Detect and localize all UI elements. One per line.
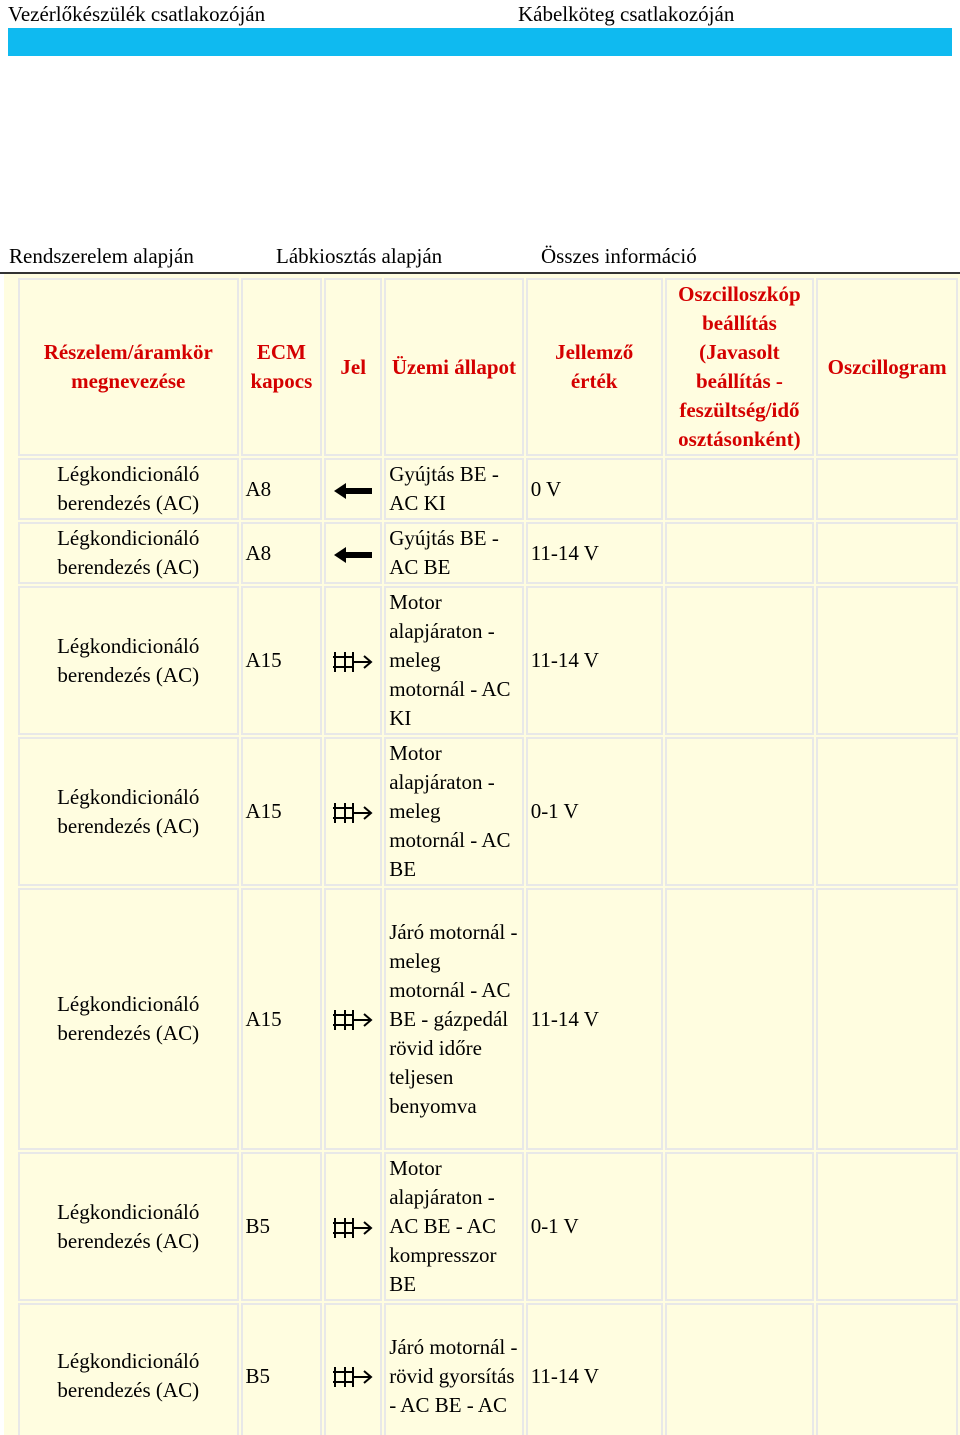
cell-oscillogram xyxy=(816,1152,958,1301)
cell-component: Légkondicionáló berendezés (AC) xyxy=(18,458,239,520)
cell-scope xyxy=(665,1303,815,1435)
cell-pin: A8 xyxy=(241,458,323,520)
header-oscillogram: Oszcillogram xyxy=(816,278,958,456)
cell-pin: A15 xyxy=(241,737,323,886)
input-arrow-icon xyxy=(332,479,374,503)
output-signal-icon xyxy=(331,799,375,827)
tab-by-component[interactable]: Rendszerelem alapján xyxy=(9,244,194,268)
output-signal-icon xyxy=(331,1363,375,1391)
table-row xyxy=(18,1152,958,1301)
cell-signal xyxy=(324,888,382,1150)
cell-scope xyxy=(665,522,815,584)
header-value: Jellemző érték xyxy=(526,278,663,456)
cell-oscillogram xyxy=(816,586,958,735)
cell-component: Légkondicionáló berendezés (AC) xyxy=(18,888,239,1150)
tab-harness-connector[interactable]: Kábelköteg csatlakozóján xyxy=(518,2,735,26)
cell-component: Légkondicionáló berendezés (AC) xyxy=(18,1152,239,1301)
cell-pin: B5 xyxy=(241,1303,323,1435)
cell-scope xyxy=(665,458,815,520)
cell-oscillogram xyxy=(816,458,958,520)
sub-nav xyxy=(0,244,960,274)
cell-condition: Motor alapjáraton - meleg motornál - AC BE xyxy=(384,737,524,886)
table-row xyxy=(18,737,958,886)
top-nav xyxy=(0,0,960,28)
cell-oscillogram xyxy=(816,888,958,1150)
cell-oscillogram xyxy=(816,522,958,584)
cell-signal xyxy=(324,737,382,886)
cell-value: 11-14 V xyxy=(526,586,663,735)
cell-scope xyxy=(665,737,815,886)
cell-pin: A15 xyxy=(241,586,323,735)
tab-all-info[interactable]: Összes információ xyxy=(541,244,697,268)
cell-signal xyxy=(324,522,382,584)
blue-header-bar xyxy=(8,28,952,56)
header-ecm-pin: ECM kapocs xyxy=(241,278,323,456)
table-row xyxy=(18,458,958,520)
cell-value: 0 V xyxy=(526,458,663,520)
cell-condition: Járó motornál - meleg motornál - AC BE - gázpedál rövid időre teljesen benyomva xyxy=(384,888,524,1150)
cell-component: Légkondicionáló berendezés (AC) xyxy=(18,737,239,886)
table-container xyxy=(4,274,960,1435)
header-condition: Üzemi állapot xyxy=(384,278,524,456)
cell-value: 0-1 V xyxy=(526,737,663,886)
cell-condition: Gyújtás BE - AC BE xyxy=(384,522,524,584)
cell-component: Légkondicionáló berendezés (AC) xyxy=(18,522,239,584)
output-signal-icon xyxy=(331,648,375,676)
cell-value: 11-14 V xyxy=(526,522,663,584)
cell-scope xyxy=(665,1152,815,1301)
cell-pin: B5 xyxy=(241,1152,323,1301)
cell-signal xyxy=(324,458,382,520)
cell-value: 11-14 V xyxy=(526,1303,663,1435)
output-signal-icon xyxy=(331,1214,375,1242)
cell-component: Légkondicionáló berendezés (AC) xyxy=(18,1303,239,1435)
cell-condition: Motor alapjáraton - meleg motornál - AC KI xyxy=(384,586,524,735)
header-scope-settings: Oszcilloszkóp beállítás (Javasolt beállítás - feszültség/idő osztásonként) xyxy=(665,278,815,456)
tab-by-pin[interactable]: Lábkiosztás alapján xyxy=(276,244,443,268)
output-signal-icon xyxy=(331,1006,375,1034)
cell-condition: Járó motornál - rövid gyorsítás - AC BE - AC xyxy=(384,1303,524,1435)
table-row xyxy=(18,888,958,1150)
cell-signal xyxy=(324,1152,382,1301)
cell-value: 0-1 V xyxy=(526,1152,663,1301)
cell-component: Légkondicionáló berendezés (AC) xyxy=(18,586,239,735)
tab-ecm-connector[interactable]: Vezérlőkészülék csatlakozóján xyxy=(8,2,266,26)
header-signal: Jel xyxy=(324,278,382,456)
cell-signal xyxy=(324,1303,382,1435)
cell-scope xyxy=(665,888,815,1150)
table-row xyxy=(18,522,958,584)
cell-scope xyxy=(665,586,815,735)
cell-pin: A15 xyxy=(241,888,323,1150)
cell-condition: Gyújtás BE - AC KI xyxy=(384,458,524,520)
input-arrow-icon xyxy=(332,543,374,567)
cell-pin: A8 xyxy=(241,522,323,584)
pin-table xyxy=(16,276,960,1435)
cell-signal xyxy=(324,586,382,735)
table-row xyxy=(18,1303,958,1435)
table-row xyxy=(18,586,958,735)
cell-condition: Motor alapjáraton - AC BE - AC kompresszor BE xyxy=(384,1152,524,1301)
cell-value: 11-14 V xyxy=(526,888,663,1150)
cell-oscillogram xyxy=(816,737,958,886)
cell-oscillogram xyxy=(816,1303,958,1435)
header-component: Részelem/áramkör megnevezése xyxy=(18,278,239,456)
